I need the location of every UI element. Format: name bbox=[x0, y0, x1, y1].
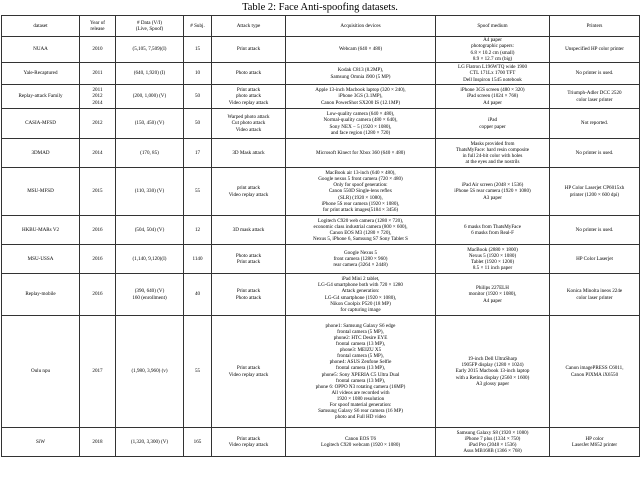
table-row bbox=[2, 274, 640, 316]
table-row bbox=[2, 63, 640, 85]
header-data: # Data (V/I) (Live, Spoof) bbox=[116, 16, 184, 37]
cell-subjects: 40 bbox=[184, 274, 212, 316]
cell-subjects: 12 bbox=[184, 216, 212, 245]
cell-spoof-medium: 6 masks from ThatsMyFace 6 masks from Real-F bbox=[436, 216, 550, 245]
cell-data: (1,980, 3,960) (v) bbox=[116, 316, 184, 428]
cell-attack-type: Photo attack Print attack bbox=[212, 245, 286, 274]
header-year: Year of release bbox=[80, 16, 116, 37]
cell-printers: No printer is used. bbox=[550, 139, 640, 168]
table-row bbox=[2, 37, 640, 63]
cell-spoof-medium: 19-inch Dell UltraSharp 1905FP display (1280 × 1024) Early 2015 Macbook 13-inch laptop with a Retina display (2560 × 1600) A3 glossy paper bbox=[436, 316, 550, 428]
cell-subjects: 55 bbox=[184, 168, 212, 216]
cell-devices: Apple 13-inch Macbook laptop (320 × 240), iPhone 3GS (3.1MP), Canon PowerShot SX200 IS (12.1MP) bbox=[286, 85, 436, 109]
cell-spoof-medium: MacBook (2880 × 1800) Nexus 5 (1920 × 1080) Tablet (1920 × 1200) 8.5 × 11 inch paper bbox=[436, 245, 550, 274]
cell-spoof-medium: Masks provided from ThatsMyFace: hard resin composite in full 24-bit color with holes at the eyes and the nostrils bbox=[436, 139, 550, 168]
cell-devices: Low-quality camera (640 × 480), Normal-quality camera (480 × 640), Sony NEX − 5 (1920 × 1080), and face region (1280 × 720) bbox=[286, 109, 436, 139]
cell-dataset: 3DMAD bbox=[2, 139, 80, 168]
cell-year: 2012 bbox=[80, 109, 116, 139]
cell-attack-type: Print attack Video replay attack bbox=[212, 316, 286, 428]
cell-dataset: HKBU-MARs V2 bbox=[2, 216, 80, 245]
cell-spoof-medium: iPad Air screen (2048 × 1536) iPhone 5S rear camera (1920 × 1080) A3 paper bbox=[436, 168, 550, 216]
cell-year: 2018 bbox=[80, 428, 116, 457]
cell-year: 2016 bbox=[80, 245, 116, 274]
cell-devices: Canon EOS T6 Logitech C920 webcam (1920 × 1080) bbox=[286, 428, 436, 457]
cell-devices: Logitech C920 web camera (1280 × 720), economic class industrial camera (800 × 600), Canon EOS M3 (1280 × 720), Nexus 5, iPhone 6, Samsung S7 Sony Tablet S bbox=[286, 216, 436, 245]
cell-dataset: NUAA bbox=[2, 37, 80, 63]
cell-data: (200, 1,000) (V) bbox=[116, 85, 184, 109]
header-dataset: dataset bbox=[2, 16, 80, 37]
table-row bbox=[2, 316, 640, 428]
cell-dataset: Replay-mobile bbox=[2, 274, 80, 316]
table-row bbox=[2, 245, 640, 274]
cell-year: 2011 bbox=[80, 63, 116, 85]
cell-spoof-medium: Samsung Galaxy S8 (1920 × 1080) iPhone 7 plus (1334 × 750) iPad Pro (2048 × 1536) Asus MB168B (1366 × 768) bbox=[436, 428, 550, 457]
cell-printers: HP color LaserJet M652 printer bbox=[550, 428, 640, 457]
table-row bbox=[2, 85, 640, 109]
cell-subjects: 50 bbox=[184, 109, 212, 139]
cell-year: 2014 bbox=[80, 139, 116, 168]
cell-year: 2016 bbox=[80, 216, 116, 245]
datasets-table bbox=[1, 15, 640, 457]
cell-devices: Kodak C813 (8.2MP), Samsung Omnia i900 (5 MP) bbox=[286, 63, 436, 85]
cell-devices: Webcam (640 × 480) bbox=[286, 37, 436, 63]
cell-attack-type: print attack Video replay attack bbox=[212, 168, 286, 216]
header-printers: Printers bbox=[550, 16, 640, 37]
cell-dataset: MSU-MFSD bbox=[2, 168, 80, 216]
cell-devices: MacBook air 13-inch (640 × 480), Google nexus 5 front camera (720 × 480) Only for spoof generation: Canon 550D Single-lens reflex (SLR) (1920 × 1080), iPhone 5S rear camera (1920 × 1080), for print attack images(5184 × 3456) bbox=[286, 168, 436, 216]
cell-printers: No printer is used. bbox=[550, 216, 640, 245]
cell-year: 2011 2012 2014 bbox=[80, 85, 116, 109]
cell-printers: Canon imagePRESS C6011, Canon PIXMA iX6550 bbox=[550, 316, 640, 428]
cell-data: (150, 450) (V) bbox=[116, 109, 184, 139]
cell-dataset: Oulu npu bbox=[2, 316, 80, 428]
cell-printers: Triumph-Adler DCC 2520 color laser printer bbox=[550, 85, 640, 109]
cell-printers: Konica Minolta ineos 224e color laser printer bbox=[550, 274, 640, 316]
cell-data: (170, 85) bbox=[116, 139, 184, 168]
table-row bbox=[2, 139, 640, 168]
table-row bbox=[2, 216, 640, 245]
cell-spoof-medium: Philips 227ELH monitor (1920 × 1080), A4 paper bbox=[436, 274, 550, 316]
cell-data: (5,105, 7,509)(I) bbox=[116, 37, 184, 63]
cell-dataset: CASIA-MFSD bbox=[2, 109, 80, 139]
cell-year: 2010 bbox=[80, 37, 116, 63]
cell-year: 2015 bbox=[80, 168, 116, 216]
cell-year: 2017 bbox=[80, 316, 116, 428]
cell-attack-type: Print attack Photo attack bbox=[212, 274, 286, 316]
header-spoof-medium: Spoof medium bbox=[436, 16, 550, 37]
cell-data: (504, 504) (V) bbox=[116, 216, 184, 245]
cell-attack-type: 3D mask attack bbox=[212, 216, 286, 245]
cell-attack-type: Print attack Video replay attack bbox=[212, 428, 286, 457]
cell-attack-type: Print attack photo attack Video replay attack bbox=[212, 85, 286, 109]
cell-spoof-medium: iPad copper paper bbox=[436, 109, 550, 139]
cell-subjects: 55 bbox=[184, 316, 212, 428]
cell-spoof-medium: LG Flatron L196WTQ wide 1900 CTL 171Lx 1700 TFT Dell Inspiron 1545 notebook bbox=[436, 63, 550, 85]
cell-dataset: MSU-USSA bbox=[2, 245, 80, 274]
cell-subjects: 1140 bbox=[184, 245, 212, 274]
cell-data: (110, 330) (V) bbox=[116, 168, 184, 216]
header-row bbox=[2, 16, 640, 37]
table-row bbox=[2, 168, 640, 216]
cell-printers: HP Color Laserjet bbox=[550, 245, 640, 274]
cell-printers: No printer is used. bbox=[550, 63, 640, 85]
cell-attack-type: Print attack bbox=[212, 37, 286, 63]
cell-attack-type: 3D Mask attack bbox=[212, 139, 286, 168]
cell-devices: iPad Mini 2 tablet, LG-G4 smartphone both with 720 × 1280 Attack generation: LG-G4 smartphone (1920 × 1080), Nikon Coolpix P520 (18 MP) for capturing image bbox=[286, 274, 436, 316]
cell-year: 2016 bbox=[80, 274, 116, 316]
cell-subjects: 17 bbox=[184, 139, 212, 168]
cell-printers: Not reported. bbox=[550, 109, 640, 139]
cell-printers: Unspecified HP color printer bbox=[550, 37, 640, 63]
table-caption: Table 2: Face Anti-spoofing datasets. bbox=[242, 2, 398, 13]
cell-spoof-medium: iPhone 3GS screen (480 × 320) iPad screen (1024 × 768) A4 paper bbox=[436, 85, 550, 109]
header-acquisition-devices: Acquisition devices bbox=[286, 16, 436, 37]
cell-data: (1,320, 3,300) (V) bbox=[116, 428, 184, 457]
cell-subjects: 15 bbox=[184, 37, 212, 63]
header-attack-type: Attack type bbox=[212, 16, 286, 37]
table-row bbox=[2, 428, 640, 457]
cell-attack-type: Warped photo attack Cut photo attack Video attack bbox=[212, 109, 286, 139]
cell-attack-type: Photo attack bbox=[212, 63, 286, 85]
cell-devices: Microsoft Kinect for Xbox 360 (640 × 480) bbox=[286, 139, 436, 168]
cell-dataset: SiW bbox=[2, 428, 80, 457]
cell-printers: HP Color Laserjet CP6015xh printer (1200 × 600 dpi) bbox=[550, 168, 640, 216]
cell-dataset: Replay-attack Family bbox=[2, 85, 80, 109]
cell-data: (1,140, 9,120)(I) bbox=[116, 245, 184, 274]
cell-devices: phone1: Samsung Galaxy S6 edge frontal camera (5 MP), phone2: HTC Desire EYE frontal camera (13 MP), phone3: MEIZU X5 frontal camera (5 MP), phone4: ASUS Zenfone Selfie frontal camera (13 MP), phone5: Sony XPERIA C5 Ultra Dual frontal camera (13 MP), phone 6: OPPO N3 rotating camera (16MP) All videos are recorded with 1920 × 1080 resolution For spoof material generation: Samsung Galaxy S6 rear camera (16 MP) photo and Full HD video bbox=[286, 316, 436, 428]
table-row bbox=[2, 109, 640, 139]
cell-dataset: Yale-Recaptured bbox=[2, 63, 80, 85]
cell-data: (640, 1,920) (I) bbox=[116, 63, 184, 85]
cell-subjects: 165 bbox=[184, 428, 212, 457]
cell-devices: Google Nexus 5 front camera (1280 × 960) rear camera (3264 × 2448) bbox=[286, 245, 436, 274]
header-subjects: # Subj. bbox=[184, 16, 212, 37]
cell-spoof-medium: A4 paper photographic papers: 6.8 × 10.2 cm (small) 8.9 × 12.7 cm (big) bbox=[436, 37, 550, 63]
cell-subjects: 10 bbox=[184, 63, 212, 85]
cell-data: (390, 640) (V) 160 (enrollment) bbox=[116, 274, 184, 316]
cell-subjects: 50 bbox=[184, 85, 212, 109]
